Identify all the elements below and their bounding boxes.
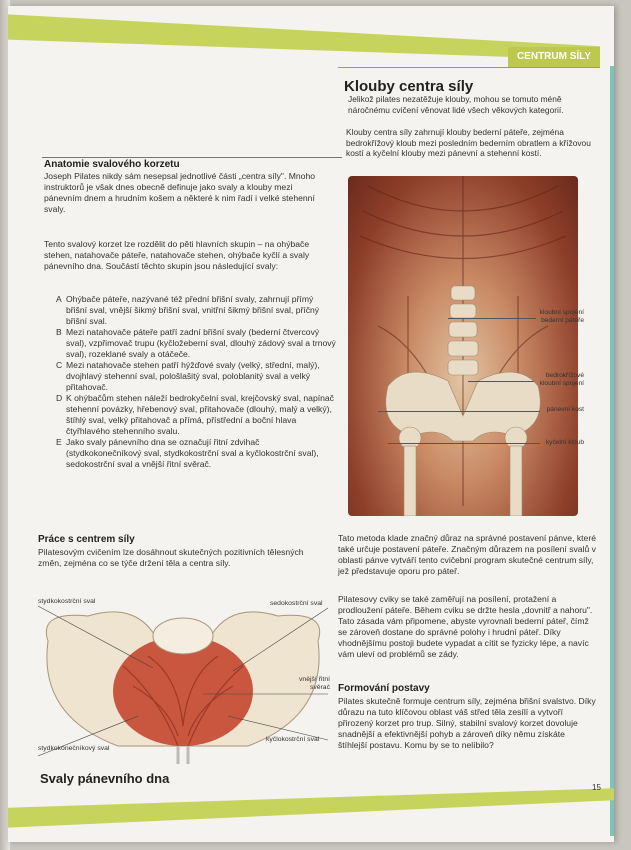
anatomy-paragraph-2: Tento svalový korzet lze rozdělit do pěti hlavních skupin – na ohýbače stehen, natahovače páteře, natahovače stehen, ohýbače kyčlí a svaly pánevního dna. Součástí těchto skupin jsou následující svaly: [44,239,310,271]
list-item [56,294,336,327]
list-item [56,437,336,470]
torso-anatomy-illustration [348,176,578,516]
box-text: Klouby centra síly zahrnují klouby bederní páteře, zejména bedrokřížový kloub mezi posledním bederním obratlem a křížovou kostí a kyčelní klouby mezi pánevní a stehenní kostí. [346,127,591,158]
label-external-sphincter: vnější řitní svěrač [299,676,330,691]
label-ischiococcygeus: sedokostrční sval [270,600,323,607]
pelvis-caption: Svaly pánevního dna [40,771,170,786]
list-text: Ohýbače páteře, nazývané též přední břišní svaly, zahrnují přímý břišní sval, vnější šikmý břišní sval, vnitřní šikmý břišní sval, příčný břišní sval. [66,294,320,326]
book-page [8,6,614,842]
list-item [56,393,336,437]
leader-line [468,381,534,382]
list-letter: A [56,294,62,304]
list-item [56,360,336,393]
right-paragraph-3: Pilates skutečně formuje centrum síly, zejména břišní svalstvo. Díky důrazu na tuto klíčovou oblast váš střed těla zesílí a vytvoří přirozený korzet pro trup. Silný, stabilní svalový korzet dovoluje snadnější a efektivnější pohyb a zároveň díky němu získáte štíhlejší postavu. Komu by se to nelíbilo? [338,696,596,750]
list-item [56,327,336,360]
label-lumbar-joints: kloubní spojení bederní páteře [539,309,584,324]
list-text: Mezi natahovače stehen patří hýžďové svaly (velký, střední, malý), dvojhlavý stehenní sval, pološlašitý sval, poloblanitý sval a velký přitahovač. [66,360,320,392]
leader-line [388,443,540,444]
right-paragraph-1: Tato metoda klade značný důraz na správné postavení pánve, které také určuje postavení páteře. Značným důrazem na posílení svalů v oblasti pánve vytváří tento cvičební program skutečné centrum síly, jež představuje oporu pro páteř. [338,533,596,576]
label-iliococcygeus: kyčlokostrční sval [266,736,320,743]
box-lead: Jelikož pilates nezatěžuje klouby, mohou se tomuto méně náročnému cvičení věnovat lidé všech věkových kategorií. [348,94,564,115]
muscle-group-list [56,294,336,470]
box-heading: Klouby centra síly [344,78,474,95]
label-sacroiliac-joint: bedrokřížové kloubní spojení [539,372,584,387]
list-text: Mezi natahovače páteře patří zadní břišní svaly (bederní čtvercový sval), vzpřimovač trupu (kyčložeberní sval, dlouhý zádový sval a trnový sval), rozeklané svaly a otáčeče. [66,327,336,359]
label-hip-joint: kyčelní kloub [545,439,584,446]
list-letter: C [56,360,63,370]
anatomy-paragraph-1: Joseph Pilates nikdy sám nesepsal jednotlivé části „centra síly". Mnoho instruktorů je však dnes obecně definuje jako svaly a klouby mezi pánevním dnem a hrudním košem a některé k nim řadí i velké stehenní svaly. [44,171,316,214]
leader-line [378,411,540,412]
header-rule [338,67,600,68]
right-paragraph-2: Pilatesovy cviky se také zaměřují na posílení, protažení a prodloužení páteře. Během cviku se držte hesla „dovnitř a nahoru". Tato zásada vám připomene, abyste vyrovnali bederní páteř, čímž se zároveň dostane do správné polohy i hrudní páteř. Díky vhodnějšímu postoji budete vypadat a cítit se fyzicky lépe, a navíc vám uleví od problémů se zády. [338,594,593,659]
formovani-heading: Formování postavy [338,683,430,694]
list-letter: B [56,327,62,337]
list-text: Jako svaly pánevního dna se označují řitní zdvihač (stydkokonečníkový sval, stydkokostrční sval a kyčlokostrční sval), sedokostrční sval a vnější řitní svěrač. [66,437,319,469]
page-edge-tab [610,66,614,836]
section-tag: CENTRUM SÍLY [508,47,600,67]
list-letter: D [56,393,63,403]
torso-drawing [348,176,578,516]
leader-line [448,318,536,319]
label-pubococcygeus: stydkokostrční sval [38,598,96,605]
bottom-decor-band [8,788,614,828]
list-text: K ohýbačům stehen náleží bedrokyčelní sval, krejčovský sval, napínač stehenní povázky, hřebenový sval, přitahovače (dlouhý, malý a velký), štíhlý sval, velký přitahovač a přímá, přístřední a boční hlava čtyřhlavého stehenního svalu. [66,393,334,436]
label-puborectalis: stydkokonečníkový sval [38,745,110,752]
page-number: 15 [592,783,601,792]
label-pelvic-bone: pánevní kost [546,406,584,413]
anatomy-heading: Anatomie svalového korzetu [44,159,180,170]
list-letter: E [56,437,62,447]
prace-paragraph: Pilatesovým cvičením lze dosáhnout skutečných pozitivních tělesných změn, zejména co se týče držení těla a centra síly. [38,547,304,568]
anatomy-rule [42,157,342,158]
prace-heading: Práce s centrem síly [38,534,135,545]
